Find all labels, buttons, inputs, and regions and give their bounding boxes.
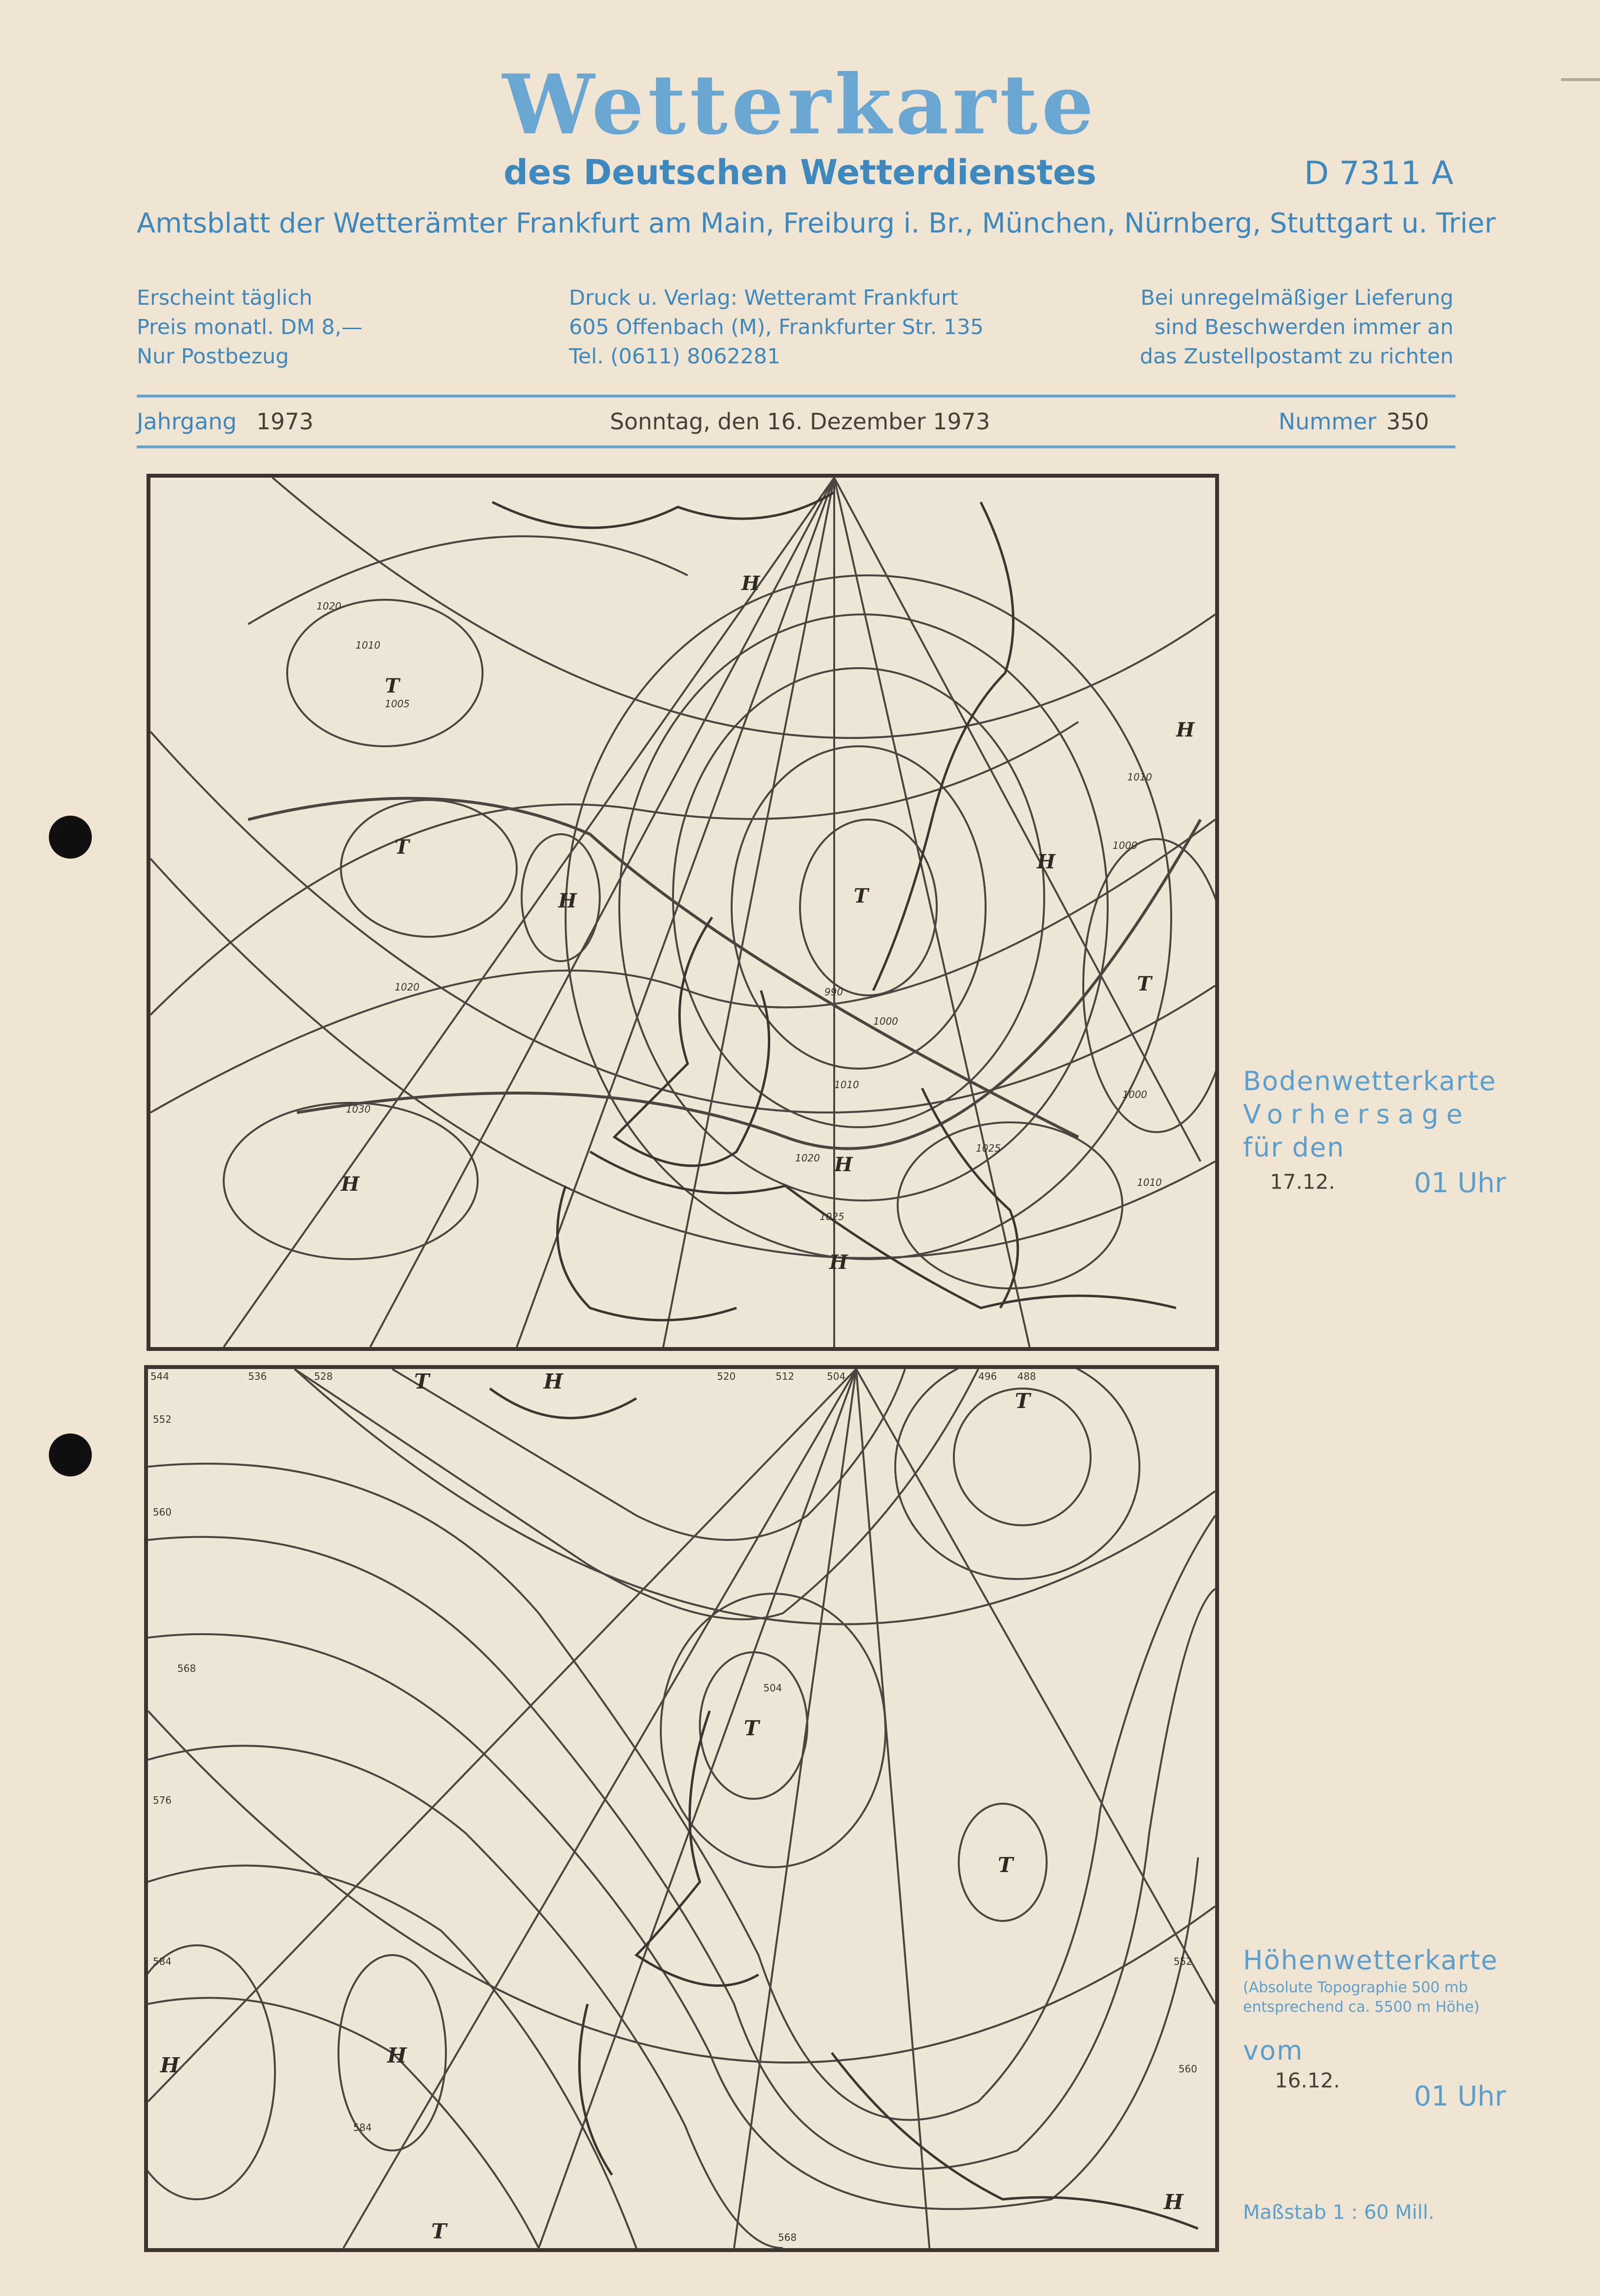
graticule-line bbox=[834, 478, 1200, 1161]
isobar-value: 1025 bbox=[976, 1142, 1001, 1154]
weather-front bbox=[297, 820, 1200, 1149]
isobar-value: 1020 bbox=[395, 981, 420, 993]
map-label: H bbox=[1037, 850, 1055, 873]
masthead-subtitle: des Deutschen Wetterdienstes bbox=[504, 152, 1096, 192]
map-label: T bbox=[854, 885, 868, 907]
height-contour bbox=[661, 1594, 885, 1867]
contour-value: 584 bbox=[353, 2122, 372, 2133]
isobar-value: 1030 bbox=[346, 1103, 371, 1115]
page-edge-mark bbox=[1561, 78, 1600, 81]
info-right bbox=[1140, 283, 1453, 371]
map-label: H bbox=[829, 1251, 848, 1274]
isobar bbox=[566, 575, 1171, 1259]
isobar bbox=[248, 536, 688, 624]
isobar-value: 1010 bbox=[1127, 771, 1152, 783]
map-label: H bbox=[341, 1173, 359, 1196]
isobar bbox=[800, 820, 937, 995]
contour-value: 512 bbox=[776, 1370, 795, 1382]
caption-line: für den bbox=[1243, 1132, 1345, 1163]
contour-value: 560 bbox=[1179, 2063, 1198, 2075]
graticule-line bbox=[224, 478, 834, 1347]
coastline bbox=[492, 492, 834, 528]
upper-air-subcaption bbox=[1243, 1978, 1479, 2017]
map-scale: Maßstab 1 : 60 Mill. bbox=[1243, 2201, 1434, 2224]
contour-value: 504 bbox=[827, 1370, 846, 1382]
map-label: T bbox=[998, 1853, 1013, 1877]
info-center-line: Tel. (0611) 8062281 bbox=[569, 344, 780, 369]
contour-value: 544 bbox=[150, 1370, 169, 1382]
isobar bbox=[150, 722, 1078, 1015]
surface-map-date: 17.12. bbox=[1270, 1170, 1335, 1194]
map-label: T bbox=[744, 1716, 759, 1740]
height-contour bbox=[148, 1746, 783, 2248]
contour-value: 528 bbox=[314, 1370, 333, 1382]
contour-value: 496 bbox=[978, 1370, 997, 1382]
contour-value: 504 bbox=[763, 1682, 782, 1694]
height-contour bbox=[148, 1998, 539, 2249]
upper-air-map bbox=[144, 1365, 1219, 2252]
info-left-line: Nur Postbezug bbox=[137, 344, 289, 369]
height-contour bbox=[148, 1464, 1215, 2120]
isobar-value: 1000 bbox=[1113, 840, 1137, 851]
nummer-value: 350 bbox=[1386, 408, 1429, 435]
map-label: H bbox=[160, 2053, 180, 2077]
info-right-line: das Zustellpostamt zu richten bbox=[1139, 344, 1453, 369]
bottom-rule bbox=[137, 445, 1455, 448]
map-label: H bbox=[387, 2043, 407, 2067]
height-contour bbox=[392, 1369, 905, 1540]
map-label: H bbox=[741, 572, 760, 595]
contour-value: 488 bbox=[1017, 1370, 1036, 1382]
map-label: T bbox=[385, 674, 400, 697]
contour-value: 568 bbox=[177, 1663, 196, 1674]
graticule-line bbox=[856, 1369, 1215, 2004]
nummer bbox=[1279, 410, 1429, 433]
upper-air-map-svg bbox=[148, 1369, 1215, 2248]
isobar-value: 1020 bbox=[316, 600, 341, 612]
contour-value: 560 bbox=[153, 1506, 172, 1518]
graticule-line bbox=[150, 859, 1215, 1258]
nummer-label: Nummer bbox=[1278, 408, 1377, 435]
isobar-value: 1010 bbox=[356, 639, 380, 651]
caption-line: Höhenwetterkarte bbox=[1243, 1945, 1498, 1976]
upper-air-caption bbox=[1243, 1944, 1498, 1977]
contour-value: 568 bbox=[778, 2232, 797, 2243]
map-label: T bbox=[414, 1369, 430, 1393]
height-contour bbox=[148, 1634, 1198, 2209]
map-label: H bbox=[558, 889, 577, 912]
map-label: T bbox=[1015, 1389, 1031, 1413]
caption-line: Vorhersage bbox=[1243, 1099, 1471, 1130]
punch-hole bbox=[49, 816, 92, 859]
upper-air-vom: vom bbox=[1243, 2035, 1304, 2066]
contour-value: 552 bbox=[1174, 1956, 1193, 1967]
info-center-line: Druck u. Verlag: Wetteramt Frankfurt bbox=[569, 286, 958, 310]
graticule-line bbox=[734, 1369, 856, 2248]
map-label: H bbox=[1176, 718, 1195, 741]
punch-hole bbox=[49, 1433, 92, 1476]
isobar bbox=[341, 800, 517, 937]
jahrgang-label: Jahrgang bbox=[137, 408, 237, 435]
caption-line: entsprechend ca. 5500 m Höhe) bbox=[1243, 1999, 1480, 2016]
isobar bbox=[287, 600, 483, 746]
isobar-value: 1010 bbox=[834, 1079, 859, 1091]
isobar-value: 1020 bbox=[795, 1152, 820, 1164]
isobar-value: 1000 bbox=[1122, 1089, 1147, 1100]
height-contour bbox=[295, 1369, 978, 1620]
caption-line: Bodenwetterkarte bbox=[1243, 1066, 1496, 1096]
map-label: H bbox=[1164, 2190, 1183, 2214]
coastline bbox=[490, 1389, 636, 1418]
info-center-line: 605 Offenbach (M), Frankfurter Str. 135 bbox=[569, 315, 984, 339]
isobar-value: 1010 bbox=[1137, 1177, 1162, 1188]
surface-map-caption bbox=[1243, 1065, 1496, 1164]
graticule-line bbox=[148, 1711, 1215, 2063]
isobar-value: 1005 bbox=[385, 698, 410, 710]
publication-code: D 7311 A bbox=[1304, 154, 1453, 192]
surface-map-svg bbox=[150, 478, 1215, 1347]
jahrgang-value: 1973 bbox=[256, 408, 314, 435]
map-label: T bbox=[431, 2219, 447, 2243]
graticule-line bbox=[834, 478, 1030, 1347]
upper-air-date: 16.12. bbox=[1275, 2068, 1340, 2092]
info-right-line: Bei unregelmäßiger Lieferung bbox=[1140, 286, 1453, 310]
info-center bbox=[569, 283, 984, 371]
info-left-line: Erscheint täglich bbox=[137, 286, 313, 310]
surface-map bbox=[147, 474, 1219, 1351]
coastline bbox=[922, 1088, 1018, 1308]
graticule-line bbox=[517, 478, 834, 1347]
map-label: H bbox=[544, 1369, 563, 1393]
caption-line: (Absolute Topographie 500 mb bbox=[1243, 1979, 1468, 1996]
contour-value: 520 bbox=[717, 1370, 736, 1382]
weather-front bbox=[248, 799, 1078, 1137]
contour-value: 576 bbox=[153, 1794, 172, 1806]
surface-map-time: 01 Uhr bbox=[1414, 1167, 1506, 1199]
upper-air-time: 01 Uhr bbox=[1414, 2081, 1506, 2112]
masthead-title: Wetterkarte bbox=[502, 56, 1098, 153]
contour-value: 552 bbox=[153, 1413, 172, 1425]
graticule-line bbox=[343, 1369, 856, 2248]
isobar bbox=[619, 614, 1108, 1201]
info-left-line: Preis monatl. DM 8,— bbox=[137, 315, 363, 339]
map-label: T bbox=[395, 836, 409, 859]
coastline bbox=[636, 1711, 758, 1986]
coastline bbox=[614, 917, 769, 1166]
map-label: T bbox=[1137, 972, 1152, 995]
isobar-value: 1025 bbox=[820, 1211, 844, 1222]
contour-value: 536 bbox=[248, 1370, 267, 1382]
info-right-line: sind Beschwerden immer an bbox=[1154, 315, 1453, 339]
map-label: H bbox=[834, 1153, 853, 1176]
coastline bbox=[557, 1186, 737, 1320]
contour-value: 584 bbox=[153, 1956, 172, 1967]
graticule-line bbox=[370, 478, 834, 1347]
top-rule bbox=[137, 395, 1455, 398]
isobar-value: 1000 bbox=[873, 1015, 898, 1027]
info-left bbox=[137, 283, 362, 371]
amtsblatt-line: Amtsblatt der Wetterämter Frankfurt am Main, Freiburg i. Br., München, Nürnberg, Stuttgart u. Trier bbox=[137, 208, 1496, 239]
isobar-value: 990 bbox=[824, 986, 843, 998]
issue-date: Sonntag, den 16. Dezember 1973 bbox=[610, 408, 990, 435]
graticule-line bbox=[856, 1369, 929, 2248]
